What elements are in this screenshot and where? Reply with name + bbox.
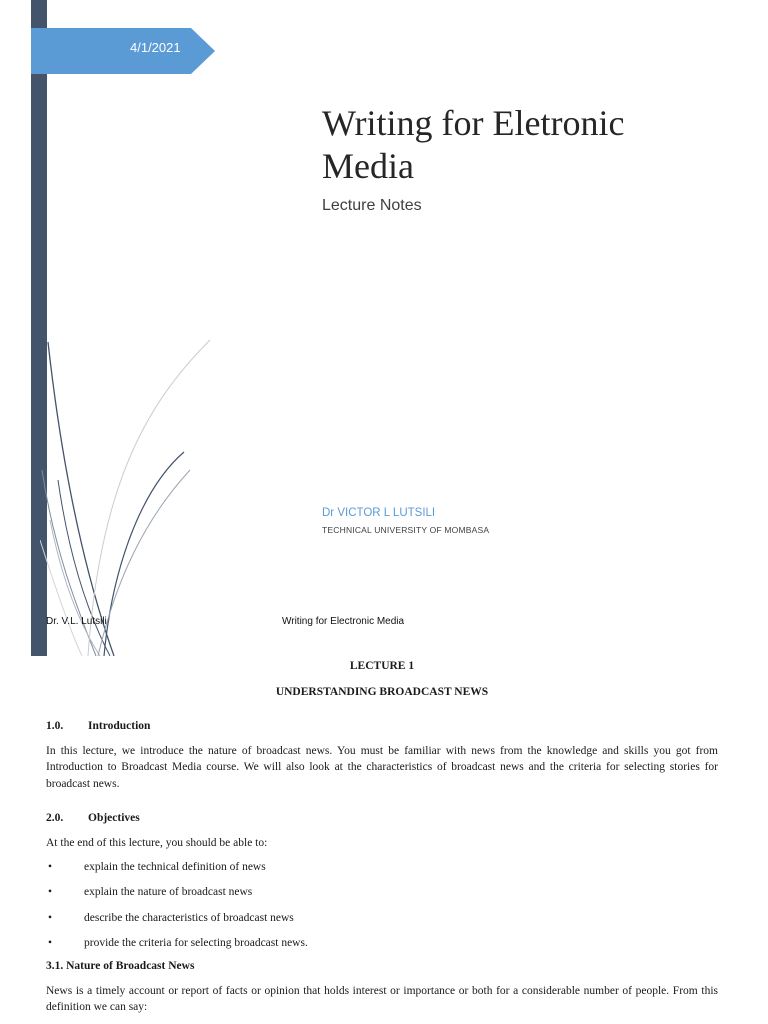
curve-line [104,452,184,656]
section-title: Introduction [88,720,151,732]
nature-paragraph: News is a timely account or report of facts or opinion that holds interest or importance or both for a considerable number of people. From this definition we can say: [46,984,718,1014]
cover-date: 4/1/2021 [130,40,181,55]
cover-subtitle: Lecture Notes [322,197,422,214]
page-body [46,656,718,1016]
list-item: • explain the nature of broadcast news [46,884,718,901]
section-heading-objectives [46,810,718,827]
introduction-paragraph: In this lecture, we introduce the nature of broadcast news. You must be familiar with news from the knowledge and skills you got from Introduction to Broadcast Media course. We will also look at the characteristics of broadcast news and the criteria for selecting stories for broadcast news. [46,744,718,790]
curve-line [42,470,96,656]
decorative-curves [40,330,220,656]
footer-author: Dr. V.L. Lutsili [46,616,107,627]
curve-line [98,470,190,656]
curve-line [58,480,110,656]
author-name: Dr VICTOR L LUTSILI [322,507,436,519]
section-heading-nature: 3.1. Nature of Broadcast News [46,960,195,973]
list-item: • describe the characteristics of broadcast news [46,910,718,927]
list-item: • provide the criteria for selecting broadcast news. [46,935,718,952]
section-heading-introduction [46,718,718,735]
objectives-lead: At the end of this lecture, you should be able to: [46,836,268,849]
footer-course-title: Writing for Electronic Media [282,616,405,627]
curve-line [48,342,114,656]
section-number: 1.0. [46,720,64,732]
section-title: Objectives [88,812,140,824]
author-institution: TECHNICAL UNIVERSITY OF MOMBASA [322,525,490,535]
objectives-list [46,859,718,951]
curve-line [88,340,210,656]
cover-title: Writing for Eletronic Media [322,103,625,186]
lecture-title: UNDERSTANDING BROADCAST NEWS [275,685,489,698]
section-number: 2.0. [46,812,64,824]
lecture-label: LECTURE 1 [349,660,415,672]
list-item: • explain the technical definition of news [46,859,718,876]
